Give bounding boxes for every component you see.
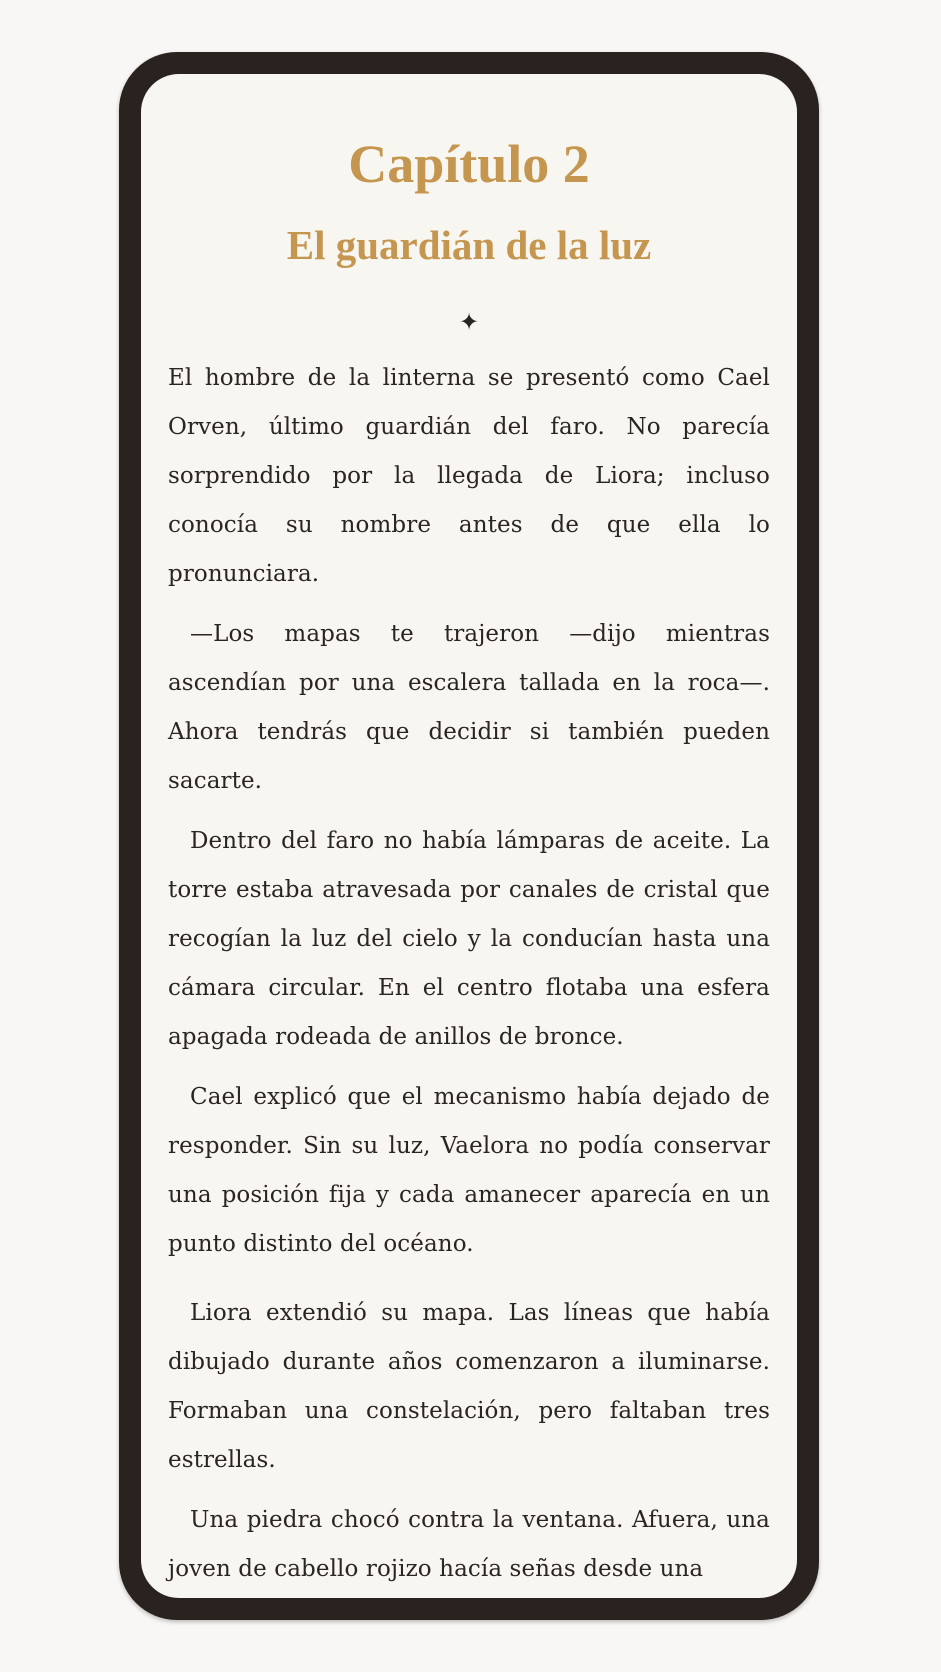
paragraph-5: Liora extendió su mapa. Las líneas que había dibujado durante años comenzaron a iluminarse. Formaban una constelación, pero faltaban tres estrellas.: [168, 1300, 770, 1473]
paragraph-1: El hombre de la linterna se presentó como Cael Orven, último guardián del faro. No parecía sorprendido por la llegada de Liora; incluso conocía su nombre antes de que ella lo pronunciara.: [168, 365, 770, 587]
paragraph-4: Cael explicó que el mecanismo había dejado de responder. Sin su luz, Vaelora no podía conservar una posición fija y cada amanecer aparecía en un punto distinto del océano.: [168, 1084, 770, 1257]
chapter-body: [168, 354, 770, 1594]
star-ornament-icon: ✦: [458, 308, 480, 336]
chapter-title: El guardián de la luz: [286, 222, 652, 268]
chapter-number: Capítulo 2: [348, 134, 590, 194]
reader-screen[interactable]: [141, 74, 797, 1598]
paragraph-6: Una piedra chocó contra la ventana. Afuera, una joven de cabello rojizo hacía señas desde una: [168, 1507, 770, 1582]
paragraph-3: Dentro del faro no había lámparas de aceite. La torre estaba atravesada por canales de cristal que recogían la luz del cielo y la conducían hasta una cámara circular. En el centro flotaba una esfera apagada rodeada de anillos de bronce.: [168, 828, 770, 1050]
phone-frame: [119, 52, 819, 1620]
chapter-content: [168, 74, 770, 1598]
paragraph-2: —Los mapas te trajeron —dijo mientras ascendían por una escalera tallada en la roca—. Ahora tendrás que decidir si también pueden sacarte.: [168, 621, 770, 794]
